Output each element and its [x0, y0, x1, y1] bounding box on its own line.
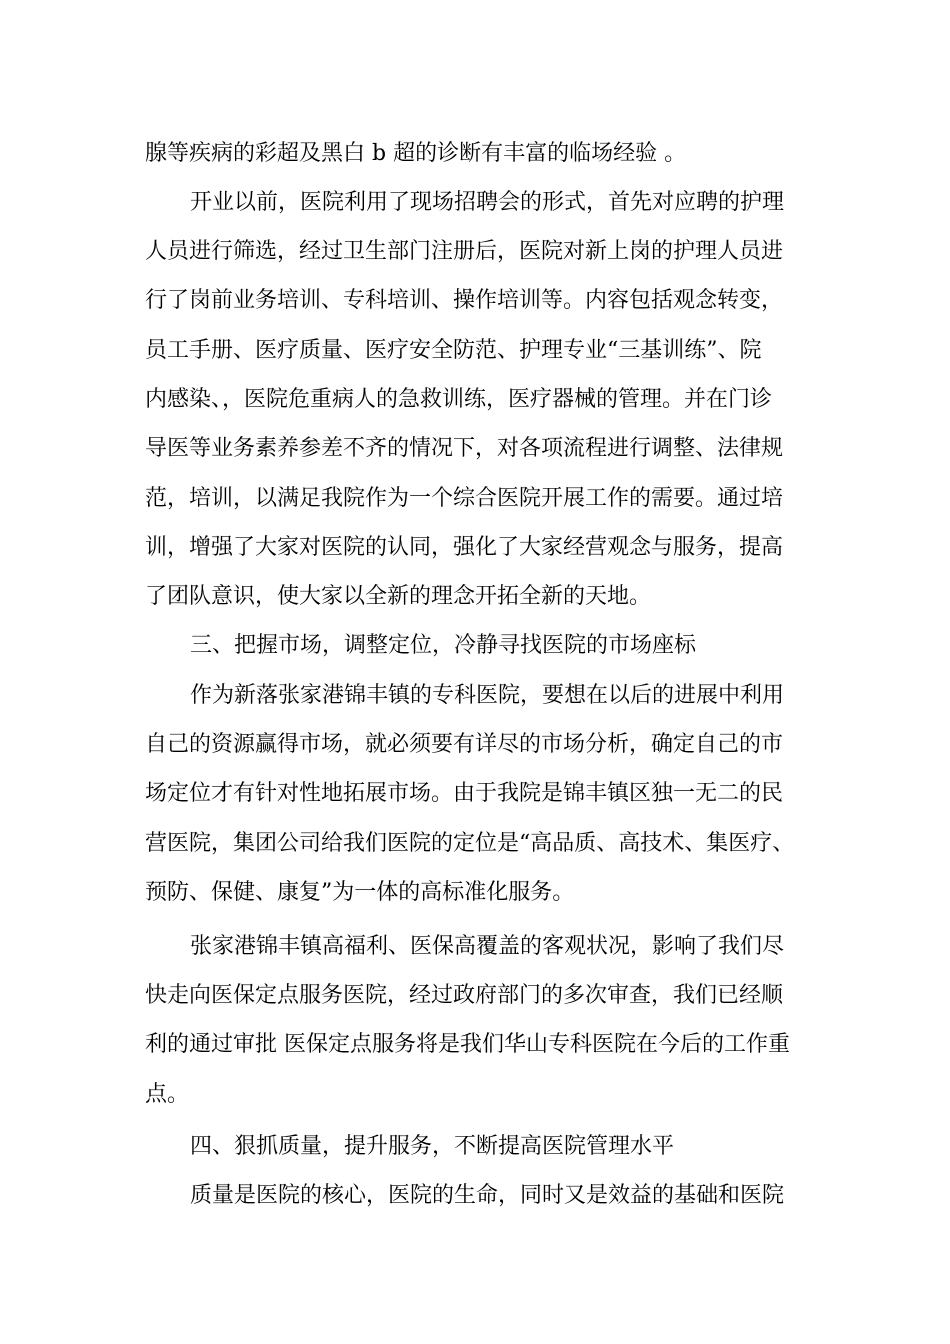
paragraph-line: 预防、保健、康复”为一体的高标准化服务。	[145, 880, 575, 905]
paragraph-line: 作为新落张家港锦丰镇的专科医院，要想在以后的进展中利用	[190, 683, 785, 708]
paragraph-line: 快走向医保定点服务医院，经过政府部门的多次审查，我们已经顺	[145, 983, 784, 1008]
section-heading: 四、狠抓质量，提升服务，不断提高医院管理水平	[190, 1134, 675, 1159]
paragraph-line: 场定位才有针对性地拓展市场。由于我院是锦丰镇区独一无二的民	[145, 781, 784, 806]
paragraph-line: 训，增强了大家对医院的认同，强化了大家经营观念与服务，提高	[145, 535, 784, 560]
paragraph-line: 自己的资源赢得市场，就必须要有详尽的市场分析，确定自己的市	[145, 732, 784, 757]
paragraph-line: 内感染、，医院危重病人的急救训练，医疗器械的管理。并在门诊	[145, 387, 773, 412]
paragraph-line: 质量是医院的核心，医院的生命，同时又是效益的基础和医院	[190, 1183, 785, 1208]
paragraph-line: 营医院，集团公司给我们医院的定位是“高品质、高技术、集医疗、	[145, 831, 795, 856]
paragraph-line: 行了岗前业务培训、专科培训、操作培训等。内容包括观念转变，	[145, 288, 784, 313]
paragraph-line: 利的通过审批 医保定点服务将是我们华山专科医院在今后的工作重	[145, 1032, 790, 1057]
paragraph-line-continuation: 腺等疾病的彩超及黑白 b 超的诊断有丰富的临场经验 。	[145, 141, 687, 166]
paragraph-line: 张家港锦丰镇高福利、医保高覆盖的客观状况，影响了我们尽	[190, 934, 785, 959]
section-heading: 三、把握市场，调整定位，冷静寻找医院的市场座标	[190, 633, 697, 658]
paragraph-line: 导医等业务素养参差不齐的情况下，对各项流程进行调整、法律规	[145, 436, 784, 461]
paragraph-line: 开业以前，医院利用了现场招聘会的形式，首先对应聘的护理	[190, 190, 785, 215]
paragraph-line: 点。	[145, 1082, 190, 1107]
paragraph-line: 人员进行筛选，经过卫生部门注册后，医院对新上岗的护理人员进	[145, 239, 784, 264]
paragraph-line: 员工手册、医疗质量、医疗安全防范、护理专业“三基训练”、院	[145, 338, 762, 363]
paragraph-line: 范，培训，以满足我院作为一个综合医院开展工作的需要。通过培	[145, 486, 784, 511]
paragraph-line: 了团队意识，使大家以全新的理念开拓全新的天地。	[145, 584, 652, 609]
